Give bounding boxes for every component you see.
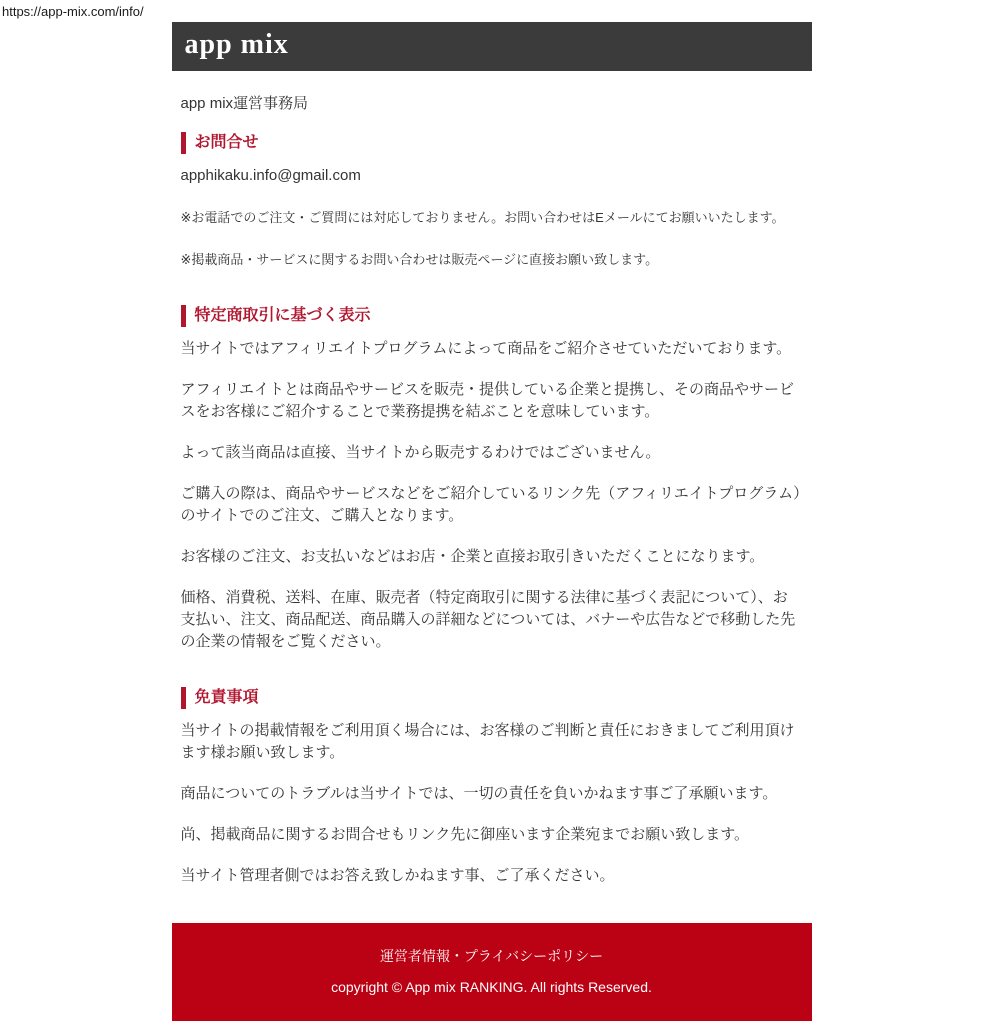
admin-cannot-answer-paragraph: 当サイト管理者側ではお答え致しかねます事、ご了承ください。 [180,867,615,884]
main-content [172,71,812,887]
copyright-text: copyright © App mix RANKING. All rights Reserved. [331,979,652,995]
direct-transaction-paragraph: お客様のご注文、お支払いなどはお店・企業と直接お取引きいただくことになります。 [180,548,765,565]
affiliate-definition-paragraph: アフィリエイトとは商品やサービスを販売・提供している企業と提携し、その商品やサービスをお客様にご紹介することで業務提携を結ぶことを意味しています。 [180,381,795,420]
sales-page-note: ※掲載商品・サービスに関するお問い合わせは販売ページに直接お願い致します。 [180,252,659,267]
privacy-policy-link[interactable]: 運営者情報・プライバシーポリシー [379,948,604,964]
contact-email: apphikaku.info@gmail.com [180,167,361,184]
affiliate-intro-paragraph: 当サイトではアフィリエイトプログラムによって商品をご紹介させていただいております。 [180,340,792,357]
operator-name: app mix運営事務局 [180,95,309,112]
page-url: https://app-mix.com/info/ [2,4,144,19]
pricing-details-paragraph: 価格、消費税、送料、在庫、販売者（特定商取引に関する法律に基づく表記について）、お支払い、注文、商品配送、商品購入の詳細などについては、バナーや広告などで移動した先の企業の情報をご覧ください。 [180,589,796,650]
no-liability-paragraph: 商品についてのトラブルは当サイトでは、一切の責任を負いかねます事ご了承願います。 [180,785,778,802]
site-title[interactable]: app mix [184,29,289,60]
user-responsibility-paragraph: 当サイトの掲載情報をご利用頂く場合には、お客様のご判断と責任におきましてご利用頂けます様お願い致します。 [180,722,795,761]
site-header [172,22,812,71]
phone-order-note: ※お電話でのご注文・ご質問には対応しておりません。お問い合わせはEメールにてお願いいたします。 [180,210,785,225]
section-heading-contact: お問合せ [181,132,802,154]
inquiries-to-company-paragraph: 尚、掲載商品に関するお問合せもリンク先に御座います企業宛までお願い致します。 [180,826,750,843]
section-heading-disclaimer: 免責事項 [181,687,802,709]
section-heading-commerce-law: 特定商取引に基づく表示 [181,305,802,327]
purchase-via-link-paragraph: ご購入の際は、商品やサービスなどをご紹介しているリンク先（アフィリエイトプログラム）のサイトでのご注文、ご購入となります。 [180,485,801,524]
page-container [172,22,812,1021]
no-direct-sales-paragraph: よって該当商品は直接、当サイトから販売するわけではございません。 [180,444,661,461]
site-footer [172,923,812,1021]
